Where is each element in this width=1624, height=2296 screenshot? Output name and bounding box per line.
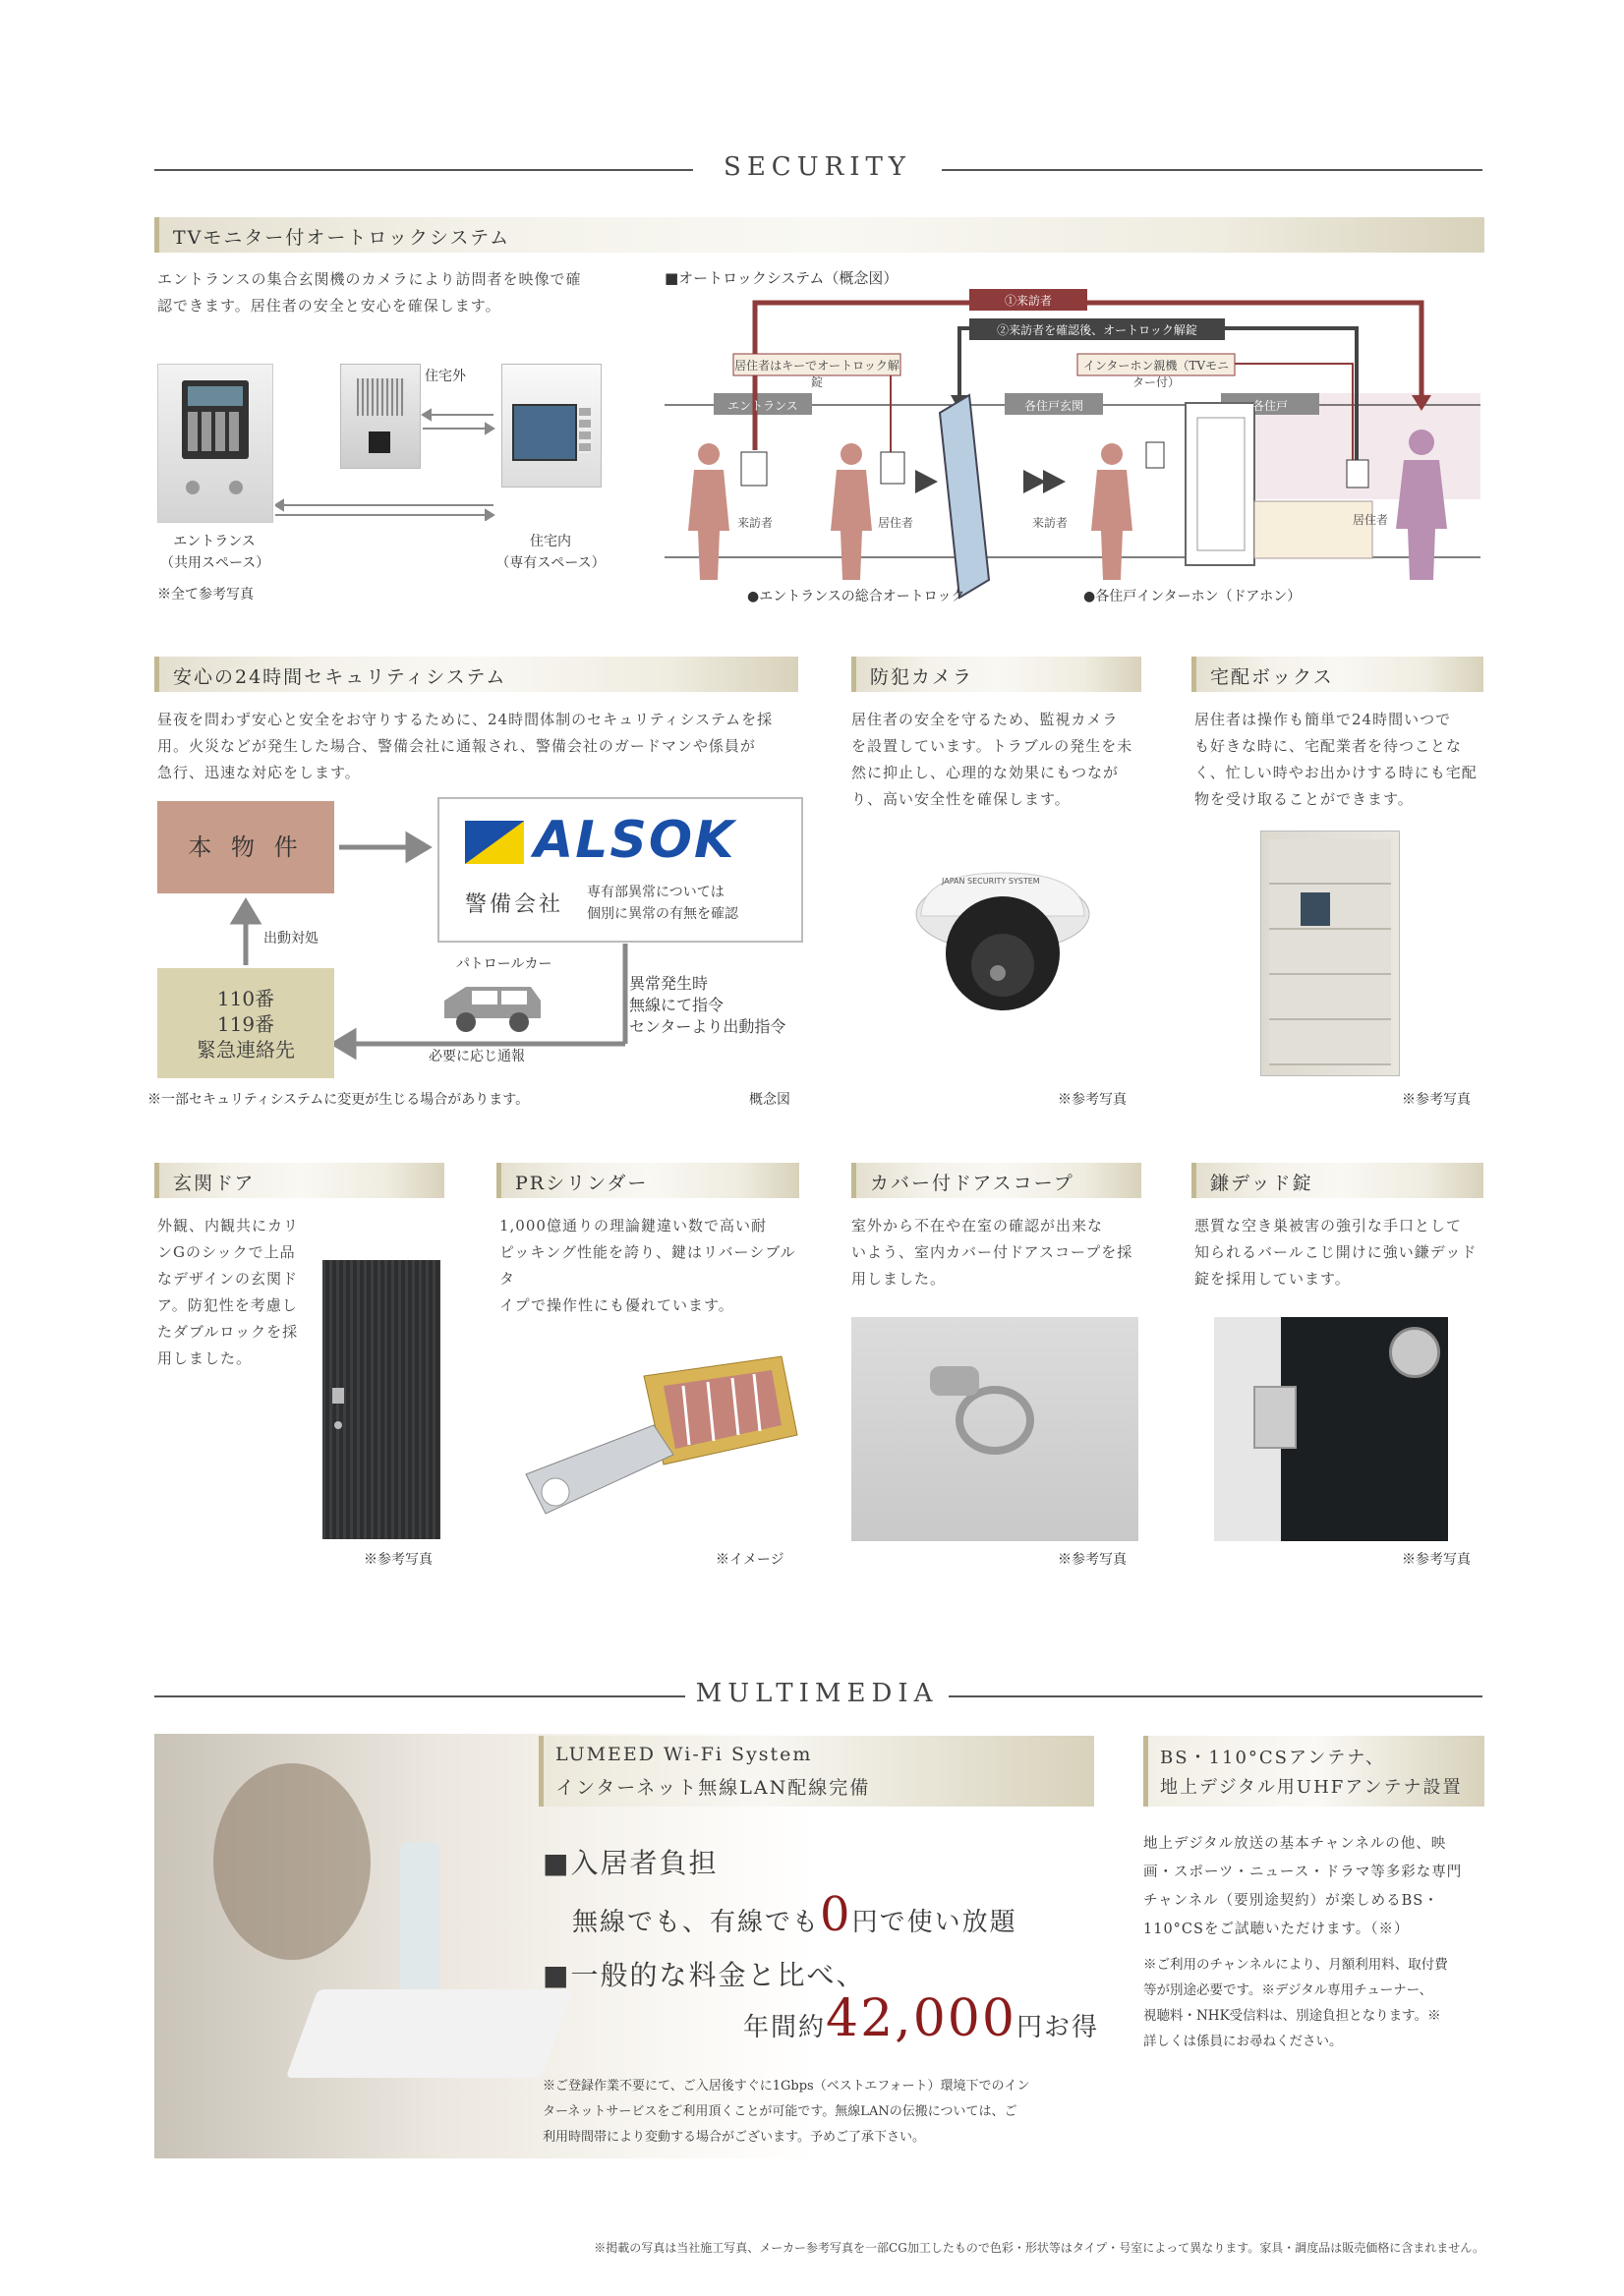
delivery-title: 宅配ボックス — [1210, 666, 1334, 688]
deadbolt-title: 鎌デッド錠 — [1210, 1173, 1313, 1194]
person-resident: 居住者 — [878, 516, 914, 530]
entrance-door-photo — [322, 1260, 440, 1539]
home-label — [492, 531, 609, 574]
deadbolt-desc — [1194, 1213, 1489, 1292]
label-outside: 住宅外 — [425, 369, 466, 384]
text-line: 円お得 — [1015, 2013, 1099, 2042]
text-line: 昼夜を問わず安心と安全をお守りするために、24時間体制のセキュリティシステムを採 — [157, 711, 774, 728]
wifi-point1 — [572, 1887, 1017, 1942]
text-line: 専有部異常については — [587, 885, 725, 900]
text-line: 1,000億通りの理論鍵違い数で高い耐 — [499, 1217, 767, 1234]
scope-title-band — [851, 1163, 1141, 1198]
pr-cylinder-image — [506, 1347, 801, 1533]
text-line: 然に抑止し、心理的な効果にもつなが — [851, 764, 1120, 781]
text-line: ※ご登録作業不要にて、ご入居後すぐに1Gbps（ベストエフォート）環境下でのイン — [543, 2079, 1030, 2094]
wifi-note — [543, 2074, 1093, 2151]
scope-title: カバー付ドアスコープ — [870, 1173, 1074, 1194]
delivery-desc — [1194, 707, 1489, 813]
system24-title: 安心の24時間セキュリティシステム — [173, 666, 507, 688]
diagram-step2: ②来訪者を確認後、オートロック解錠 — [997, 323, 1197, 337]
diagram-resident-unlock: 居住者はキーでオートロック解錠 — [734, 359, 899, 389]
price-savings: 42,000 — [826, 1989, 1016, 2048]
text-line: （専有スペース） — [495, 555, 606, 571]
antenna-desc — [1143, 1830, 1482, 1944]
zone-entrance: エントランス — [727, 399, 798, 413]
divider — [154, 169, 693, 171]
text-line: 悪質な空き巣被害の強引な手口として — [1194, 1217, 1463, 1234]
text-line: 地上デジタル放送の基本チャンネルの他、映 — [1143, 1836, 1447, 1852]
text-line: イプで操作性にも優れています。 — [499, 1296, 734, 1314]
text-line: 錠を採用しています。 — [1194, 1270, 1351, 1288]
abnormal-text — [629, 973, 785, 1038]
door-scope-photo — [851, 1317, 1138, 1541]
section-heading-security: SECURITY — [724, 152, 911, 182]
price-zero: 0 — [820, 1887, 852, 1942]
diagram-title: ■オートロックシステム（概念図） — [665, 269, 899, 287]
text-line: 等が別途必要です。※デジタル専用チューナー、 — [1143, 1982, 1433, 1998]
diagram-interphone: インターホン親機（TVモニター付） — [1082, 359, 1230, 389]
door-desc — [157, 1213, 315, 1372]
text-line: 視聴料・NHK受信料は、別途負担となります。※ — [1143, 2008, 1441, 2024]
door-title: 玄関ドア — [173, 1173, 256, 1194]
concept-label: 概念図 — [749, 1092, 790, 1108]
text-line: いよう、室内カバー付ドアスコープを採 — [851, 1243, 1133, 1261]
text-line: 無線にて指令 — [629, 996, 725, 1014]
patrol-car-icon — [440, 981, 549, 1036]
text-line: ンGのシックで上品 — [157, 1243, 296, 1261]
zone-unit: 各住戸 — [1251, 399, 1288, 413]
text-line: 無線でも、有線でも — [572, 1908, 821, 1937]
cylinder-title-band — [496, 1163, 799, 1198]
box-emergency — [157, 968, 334, 1078]
text-line: たダブルロックを採 — [157, 1323, 299, 1341]
camera-brand: JAPAN SECURITY SYSTEM — [942, 877, 1040, 886]
text-line: 用しました。 — [851, 1270, 947, 1288]
delivery-box-photo — [1260, 831, 1400, 1076]
text-line: 119番 — [216, 1012, 275, 1036]
text-line: く、忙しい時やお出かけする時にも宅配 — [1194, 764, 1478, 781]
antenna-title-line2: 地上デジタル用UHFアンテナ設置 — [1160, 1777, 1463, 1798]
camera-photo-note: ※参考写真 — [1058, 1092, 1127, 1108]
alsok-logo: ALSOK — [534, 811, 736, 870]
wifi-title-line2: インターネット無線LAN配線完備 — [555, 1777, 871, 1799]
wifi-title-line1: LUMEED Wi-Fi System — [555, 1744, 813, 1765]
system24-title-band — [154, 657, 798, 692]
text-line: ア。防犯性を考慮し — [157, 1296, 298, 1314]
text-line: なデザインの玄関ド — [157, 1270, 298, 1288]
text-line: エントランス — [173, 534, 256, 549]
entrance-panel-photo — [157, 364, 273, 523]
text-line: エントランスの集合玄関機のカメラにより訪問者を映像で確 — [157, 270, 582, 288]
deadbolt-photo — [1214, 1317, 1448, 1541]
deadbolt-photo-note: ※参考写真 — [1402, 1552, 1471, 1568]
text-line: 詳しくは係員にお尋ねください。 — [1143, 2034, 1343, 2049]
box-property: 本 物 件 — [157, 801, 334, 893]
diagram-step1: ①来訪者 — [1004, 294, 1052, 308]
door-title-band — [154, 1163, 444, 1198]
camera-desc — [851, 707, 1146, 813]
text-line: 居住者の安全を守るため、監視カメラ — [851, 711, 1119, 728]
text-line: 急行、迅速な対応をします。 — [157, 764, 361, 781]
autolock-title-band — [154, 217, 1484, 253]
camera-title: 防犯カメラ — [870, 666, 974, 688]
wifi-point1-head: ■入居者負担 — [543, 1847, 719, 1879]
entrance-label — [160, 531, 268, 574]
text-line: も好きな時に、宅配業者を待つことな — [1194, 737, 1463, 755]
text-line: 利用時間帯により変動する場合がございます。予めご了承下さい。 — [543, 2130, 925, 2145]
text-line: チャンネル（要別途契約）が楽しめるBS・ — [1143, 1893, 1439, 1909]
autolock-desc — [157, 266, 629, 319]
antenna-title-line1: BS・110°CSアンテナ、 — [1160, 1748, 1386, 1768]
text-line: ターネットサービスをご利用頂くことが可能です。無線LANの伝搬については、ご — [543, 2104, 1017, 2119]
text-line: 室外から不在や在室の確認が出来な — [851, 1217, 1104, 1234]
legend-entrance-autolock: ●エントランスの総合オートロック — [747, 589, 965, 604]
legend-unit-interphone: ●各住戸インターホン（ドアホン） — [1083, 589, 1302, 604]
footer-disclaimer: ※掲載の写真は当社施工写真、メーカー参考写真を一部CG加工したもので色彩・形状等はタイプ・号室によって異なります。家具・調度品は販売価格に含まれません。 — [594, 2241, 1484, 2255]
text-line: 用。火災などが発生した場合、警備会社に通報され、警備会社のガードマンや係員が — [157, 737, 756, 755]
text-line: 物を受け取ることができます。 — [1194, 790, 1414, 808]
divider — [949, 1695, 1482, 1697]
zone-door: 各住戸玄関 — [1023, 399, 1083, 413]
text-line: 異常発生時 — [629, 974, 709, 993]
delivery-title-band — [1191, 657, 1483, 692]
camera-title-band — [851, 657, 1141, 692]
divider — [942, 169, 1482, 171]
wifi-point2-head: ■一般的な料金と比べ、 — [543, 1959, 866, 1991]
text-line: 居住者は操作も簡単で24時間いつで — [1194, 711, 1452, 728]
text-line: 110番 — [216, 987, 275, 1010]
text-line: ※ご利用のチャンネルにより、月額利用料、取付費 — [1143, 1957, 1448, 1973]
guard-company-label: 警備会社 — [465, 892, 564, 917]
antenna-title-band — [1143, 1736, 1484, 1807]
scope-photo-note: ※参考写真 — [1058, 1552, 1127, 1568]
cylinder-title: PRシリンダー — [515, 1173, 649, 1194]
antenna-note — [1143, 1952, 1482, 2054]
report-label: 必要に応じ通報 — [429, 1049, 525, 1064]
system24-desc — [157, 707, 806, 786]
wifi-point2 — [743, 1989, 1099, 2048]
text-line: 外観、内観共にカリ — [157, 1217, 300, 1234]
system24-note: ※一部セキュリティシステムに変更が生じる場合があります。 — [147, 1092, 530, 1108]
text-line: 認できます。居住者の安全と安心を確保します。 — [157, 297, 501, 315]
dispatch-label: 出動対処 — [263, 931, 319, 947]
text-line: 円で使い放題 — [851, 1908, 1017, 1937]
text-line: 用しました。 — [157, 1349, 253, 1367]
text-line: センターより出動指令 — [629, 1017, 786, 1036]
text-line: （共用スペース） — [160, 555, 270, 571]
door-photo-note: ※参考写真 — [364, 1552, 433, 1568]
text-line: 110°CSをご試聴いただけます。（※） — [1143, 1922, 1410, 1937]
wifi-title-band — [539, 1736, 1094, 1807]
text-line: 緊急連絡先 — [197, 1038, 295, 1062]
scope-desc — [851, 1213, 1146, 1292]
divider — [154, 1695, 685, 1697]
person-visitor: 来訪者 — [737, 516, 774, 530]
text-line: ピッキング性能を誇り、鍵はリバーシブルタ — [499, 1243, 796, 1288]
device-arrows — [275, 393, 521, 521]
person-resident: 居住者 — [1353, 513, 1389, 527]
text-line: 住宅内 — [530, 534, 571, 549]
person-visitor: 来訪者 — [1032, 516, 1069, 530]
cylinder-desc — [499, 1213, 804, 1319]
delivery-photo-note: ※参考写真 — [1402, 1092, 1471, 1108]
cylinder-image-note: ※イメージ — [716, 1552, 784, 1568]
text-line: 画・スポーツ・ニュース・ドラマ等多彩な専門 — [1143, 1865, 1463, 1880]
text-line: 個別に異常の有無を確認 — [587, 906, 738, 922]
deadbolt-title-band — [1191, 1163, 1483, 1198]
autolock-title: TVモニター付オートロックシステム — [173, 227, 511, 249]
autolock-photo-note: ※全て参考写真 — [157, 587, 254, 603]
text-line: 年間約 — [743, 2013, 827, 2042]
text-line: り、高い安全性を確保します。 — [851, 790, 1071, 808]
patrol-label: パトロールカー — [456, 956, 552, 972]
text-line: 知られるバールこじ開けに強い鎌デッド — [1194, 1243, 1478, 1261]
text-line: を設置しています。トラブルの発生を未 — [851, 737, 1133, 755]
section-heading-multimedia: MULTIMEDIA — [695, 1679, 939, 1708]
